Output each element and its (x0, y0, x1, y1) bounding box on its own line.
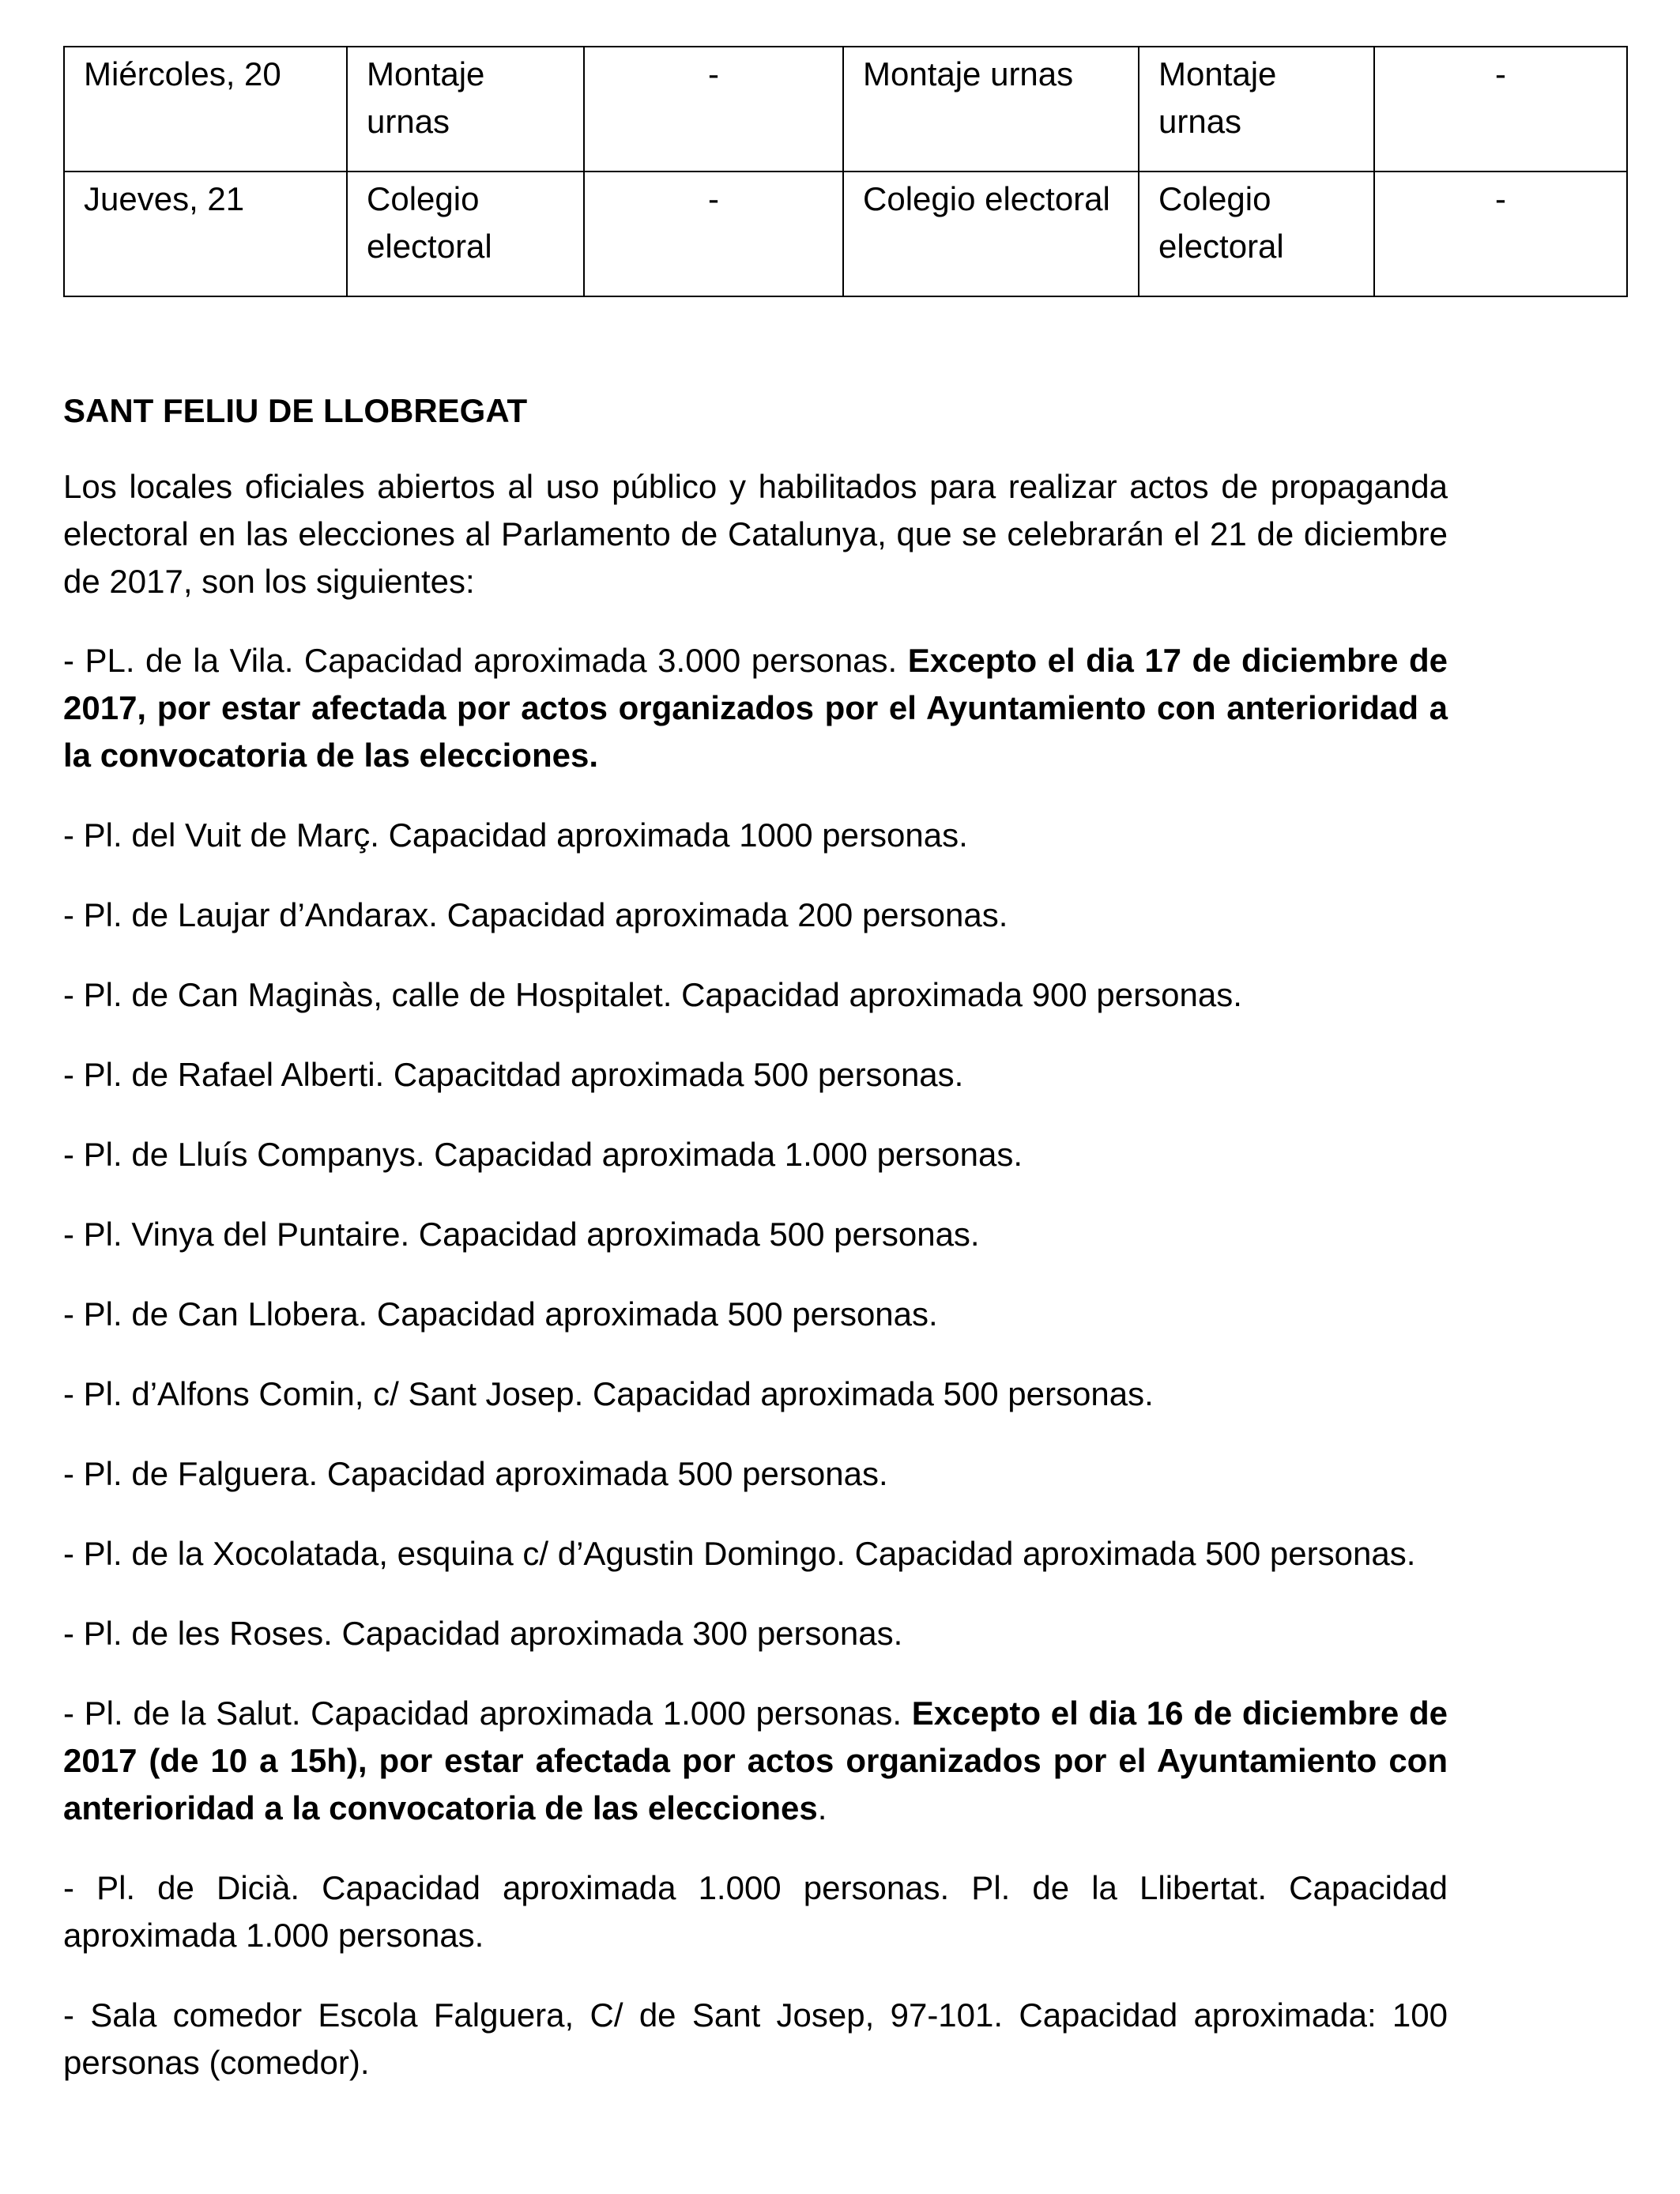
list-item (63, 892, 1448, 939)
list-item (63, 812, 1448, 859)
list-item (63, 1530, 1448, 1578)
table-row (64, 172, 1627, 296)
item-text: - Pl. de Rafael Alberti. Capacitdad aproximada 500 personas. (63, 1056, 964, 1093)
item-text: - Pl. Vinya del Puntaire. Capacidad aproximada 500 personas. (63, 1216, 980, 1253)
list-item (63, 1131, 1448, 1178)
table-cell: Montaje urnas (347, 47, 584, 172)
item-bold-note: Excepto el dia 17 de diciembre de 2017, por estar afectada por actos organizados por el Ayuntamiento con anterioridad a la convocatoria de las elecciones. (63, 642, 1448, 774)
table-cell: Colegio electoral (1139, 172, 1374, 296)
item-text: - Sala comedor Escola Falguera, C/ de Sant Josep, 97-101. Capacidad aproximada: 100 personas (comedor). (63, 1996, 1448, 2081)
table-cell: - (584, 172, 843, 296)
table-cell: Montaje urnas (843, 47, 1139, 172)
table-cell: - (1374, 47, 1627, 172)
item-text: - Pl. de la Xocolatada, esquina c/ d’Agustin Domingo. Capacidad aproximada 500 personas. (63, 1535, 1416, 1572)
item-text: - PL. de la Vila. Capacidad aproximada 3.000 personas. (63, 642, 908, 679)
item-bold-note: Excepto el dia 16 de diciembre de 2017 (de 10 a 15h), por estar afectada por actos organizados por el Ayuntamiento con anterioridad a la convocatoria de las elecciones (63, 1695, 1448, 1826)
list-item (63, 1610, 1448, 1657)
list-item (63, 1864, 1448, 1959)
item-tail: . (817, 1789, 827, 1826)
table-cell: - (1374, 172, 1627, 296)
table-cell-day: Miércoles, 20 (64, 47, 347, 172)
table-cell: Colegio electoral (347, 172, 584, 296)
item-text: - Pl. de la Salut. Capacidad aproximada 1.000 personas. (63, 1695, 912, 1732)
list-item (63, 1211, 1448, 1258)
item-text: - Pl. de Dicià. Capacidad aproximada 1.000 personas. Pl. de la Llibertat. Capacidad aproximada 1.000 personas. (63, 1869, 1448, 1954)
item-text: - Pl. de Can Llobera. Capacidad aproximada 500 personas. (63, 1295, 938, 1333)
item-text: - Pl. de Can Maginàs, calle de Hospitalet. Capacidad aproximada 900 personas. (63, 976, 1242, 1013)
table-cell: Montaje urnas (1139, 47, 1374, 172)
list-item (63, 1370, 1448, 1418)
table-cell: Colegio electoral (843, 172, 1139, 296)
list-item (63, 1291, 1448, 1338)
schedule-table (63, 46, 1628, 297)
item-text: - Pl. del Vuit de Març. Capacidad aproximada 1000 personas. (63, 816, 968, 854)
intro-paragraph: Los locales oficiales abiertos al uso público y habilitados para realizar actos de propaganda electoral en las elecciones al Parlamento de Catalunya, que se celebrarán el 21 de diciembre de 2017, son los siguientes: (63, 468, 1448, 600)
item-text: - Pl. de Lluís Companys. Capacidad aproximada 1.000 personas. (63, 1136, 1023, 1173)
item-text: - Pl. de les Roses. Capacidad aproximada 300 personas. (63, 1615, 903, 1652)
list-item (63, 971, 1448, 1019)
section-heading: SANT FELIU DE LLOBREGAT (63, 392, 528, 429)
list-item (63, 1450, 1448, 1498)
table-row (64, 47, 1627, 172)
list-item (63, 1051, 1448, 1099)
item-text: - Pl. de Falguera. Capacidad aproximada 500 personas. (63, 1455, 888, 1492)
item-text: - Pl. de Laujar d’Andarax. Capacidad aproximada 200 personas. (63, 896, 1008, 933)
list-item (63, 637, 1448, 779)
table-cell: - (584, 47, 843, 172)
item-text: - Pl. d’Alfons Comin, c/ Sant Josep. Capacidad aproximada 500 personas. (63, 1375, 1154, 1412)
table-cell-day: Jueves, 21 (64, 172, 347, 296)
list-item (63, 1992, 1448, 2087)
list-item (63, 1690, 1448, 1832)
section-content (63, 387, 1448, 2119)
